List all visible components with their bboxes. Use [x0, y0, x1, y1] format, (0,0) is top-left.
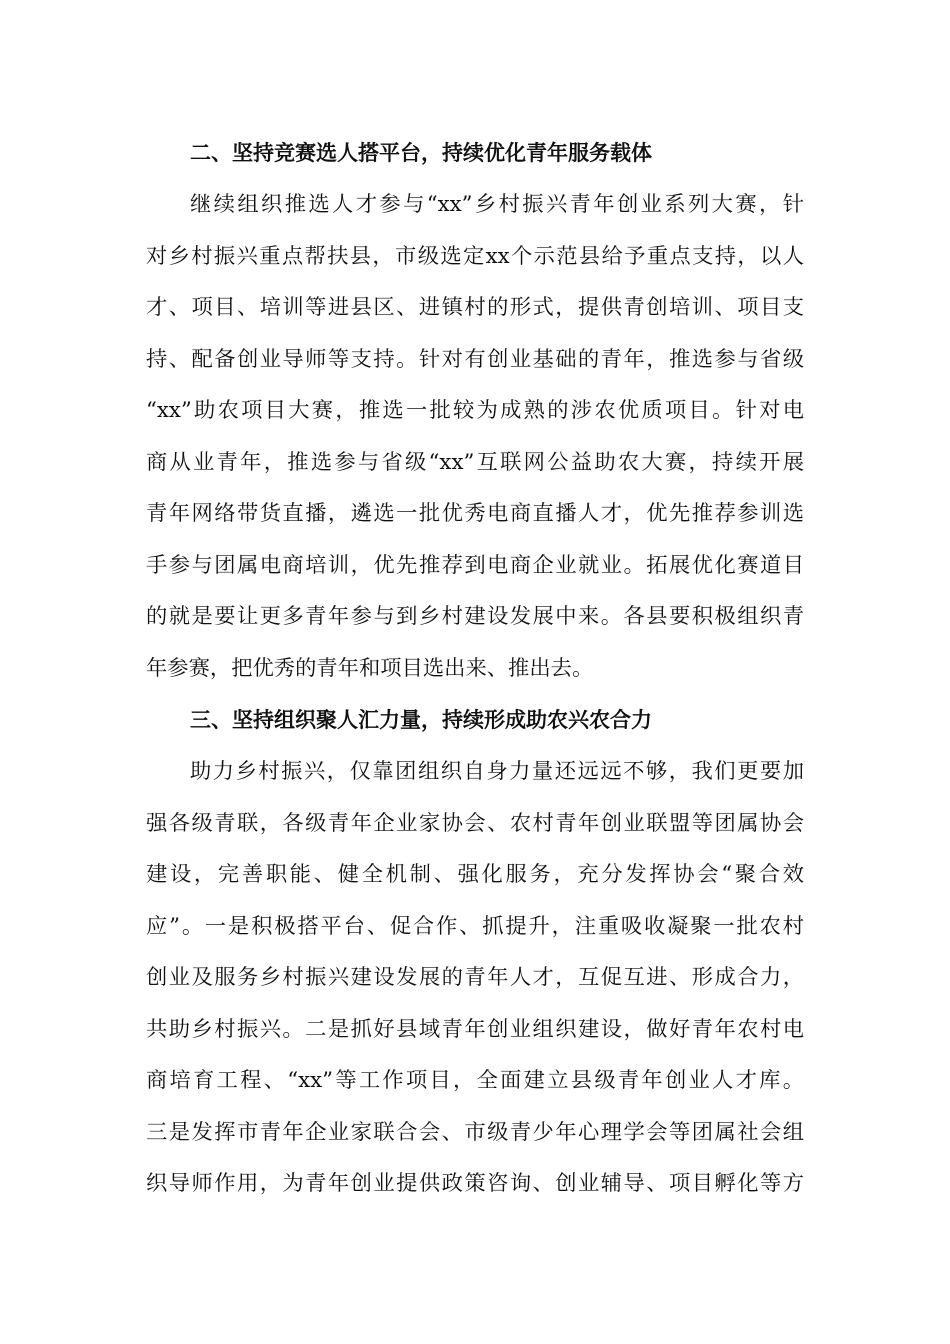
paragraph-line: “xx”助农项目大赛，推选一批较为成熟的涉农优质项目。针对电	[146, 398, 804, 423]
paragraph-line: 强各级青联，各级青年企业家协会、农村青年创业联盟等团属协会	[146, 810, 804, 836]
paragraph-line: 三是发挥市青年企业家联合会、市级青少年心理学会等团属社会组	[146, 1119, 804, 1145]
paragraph-line: 商从业青年，推选参与省级“xx”互联网公益助农大赛，持续开展	[146, 449, 804, 475]
paragraph-line: 助力乡村振兴，仅靠团组织自身力量还远远不够，我们更要加	[190, 759, 804, 784]
section-heading-2: 二、坚持竞赛选人搭平台，持续优化青年服务载体	[190, 141, 652, 165]
paragraph-line: 青年网络带货直播，遴选一批优秀电商直播人才，优先推荐参训选	[146, 501, 804, 526]
section-heading-3: 三、坚持组织聚人汇力量，持续形成助农兴农合力	[190, 708, 652, 732]
paragraph-line: 继续组织推选人才参与“xx”乡村振兴青年创业系列大赛，针	[190, 192, 804, 217]
paragraph-line: 建设，完善职能、健全机制、强化服务，充分发挥协会“聚合效	[146, 862, 804, 887]
paragraph-line: 创业及服务乡村振兴建设发展的青年人才，互促互进、形成合力，	[146, 965, 804, 990]
paragraph-line: 共助乡村振兴。二是抓好县域青年创业组织建设，做好青年农村电	[146, 1016, 804, 1042]
paragraph-line: 手参与团属电商培训，优先推荐到电商企业就业。拓展优化赛道目	[146, 552, 804, 578]
section-3-paragraph	[146, 746, 804, 1210]
paragraph-line: 持、配备创业导师等支持。针对有创业基础的青年，推选参与省级	[146, 346, 804, 372]
paragraph-line: 年参赛，把优秀的青年和项目选出来、推出去。	[146, 655, 594, 681]
section-2-paragraph	[146, 179, 804, 694]
paragraph-line: 商培育工程、“xx”等工作项目，全面建立县级青年创业人才库。	[146, 1068, 804, 1093]
paragraph-line: 才、项目、培训等进县区、进镇村的形式，提供青创培训、项目支	[146, 295, 804, 320]
paragraph-line: 对乡村振兴重点帮扶县，市级选定xx个示范县给予重点支持，以人	[146, 243, 804, 269]
paragraph-line: 的就是要让更多青年参与到乡村建设发展中来。各县要积极组织青	[146, 604, 804, 629]
paragraph-line: 织导师作用，为青年创业提供政策咨询、创业辅导、项目孵化等方	[146, 1171, 804, 1196]
document-page	[146, 128, 804, 1211]
paragraph-line: 应”。一是积极搭平台、促合作、抓提升，注重吸收凝聚一批农村	[146, 913, 804, 939]
